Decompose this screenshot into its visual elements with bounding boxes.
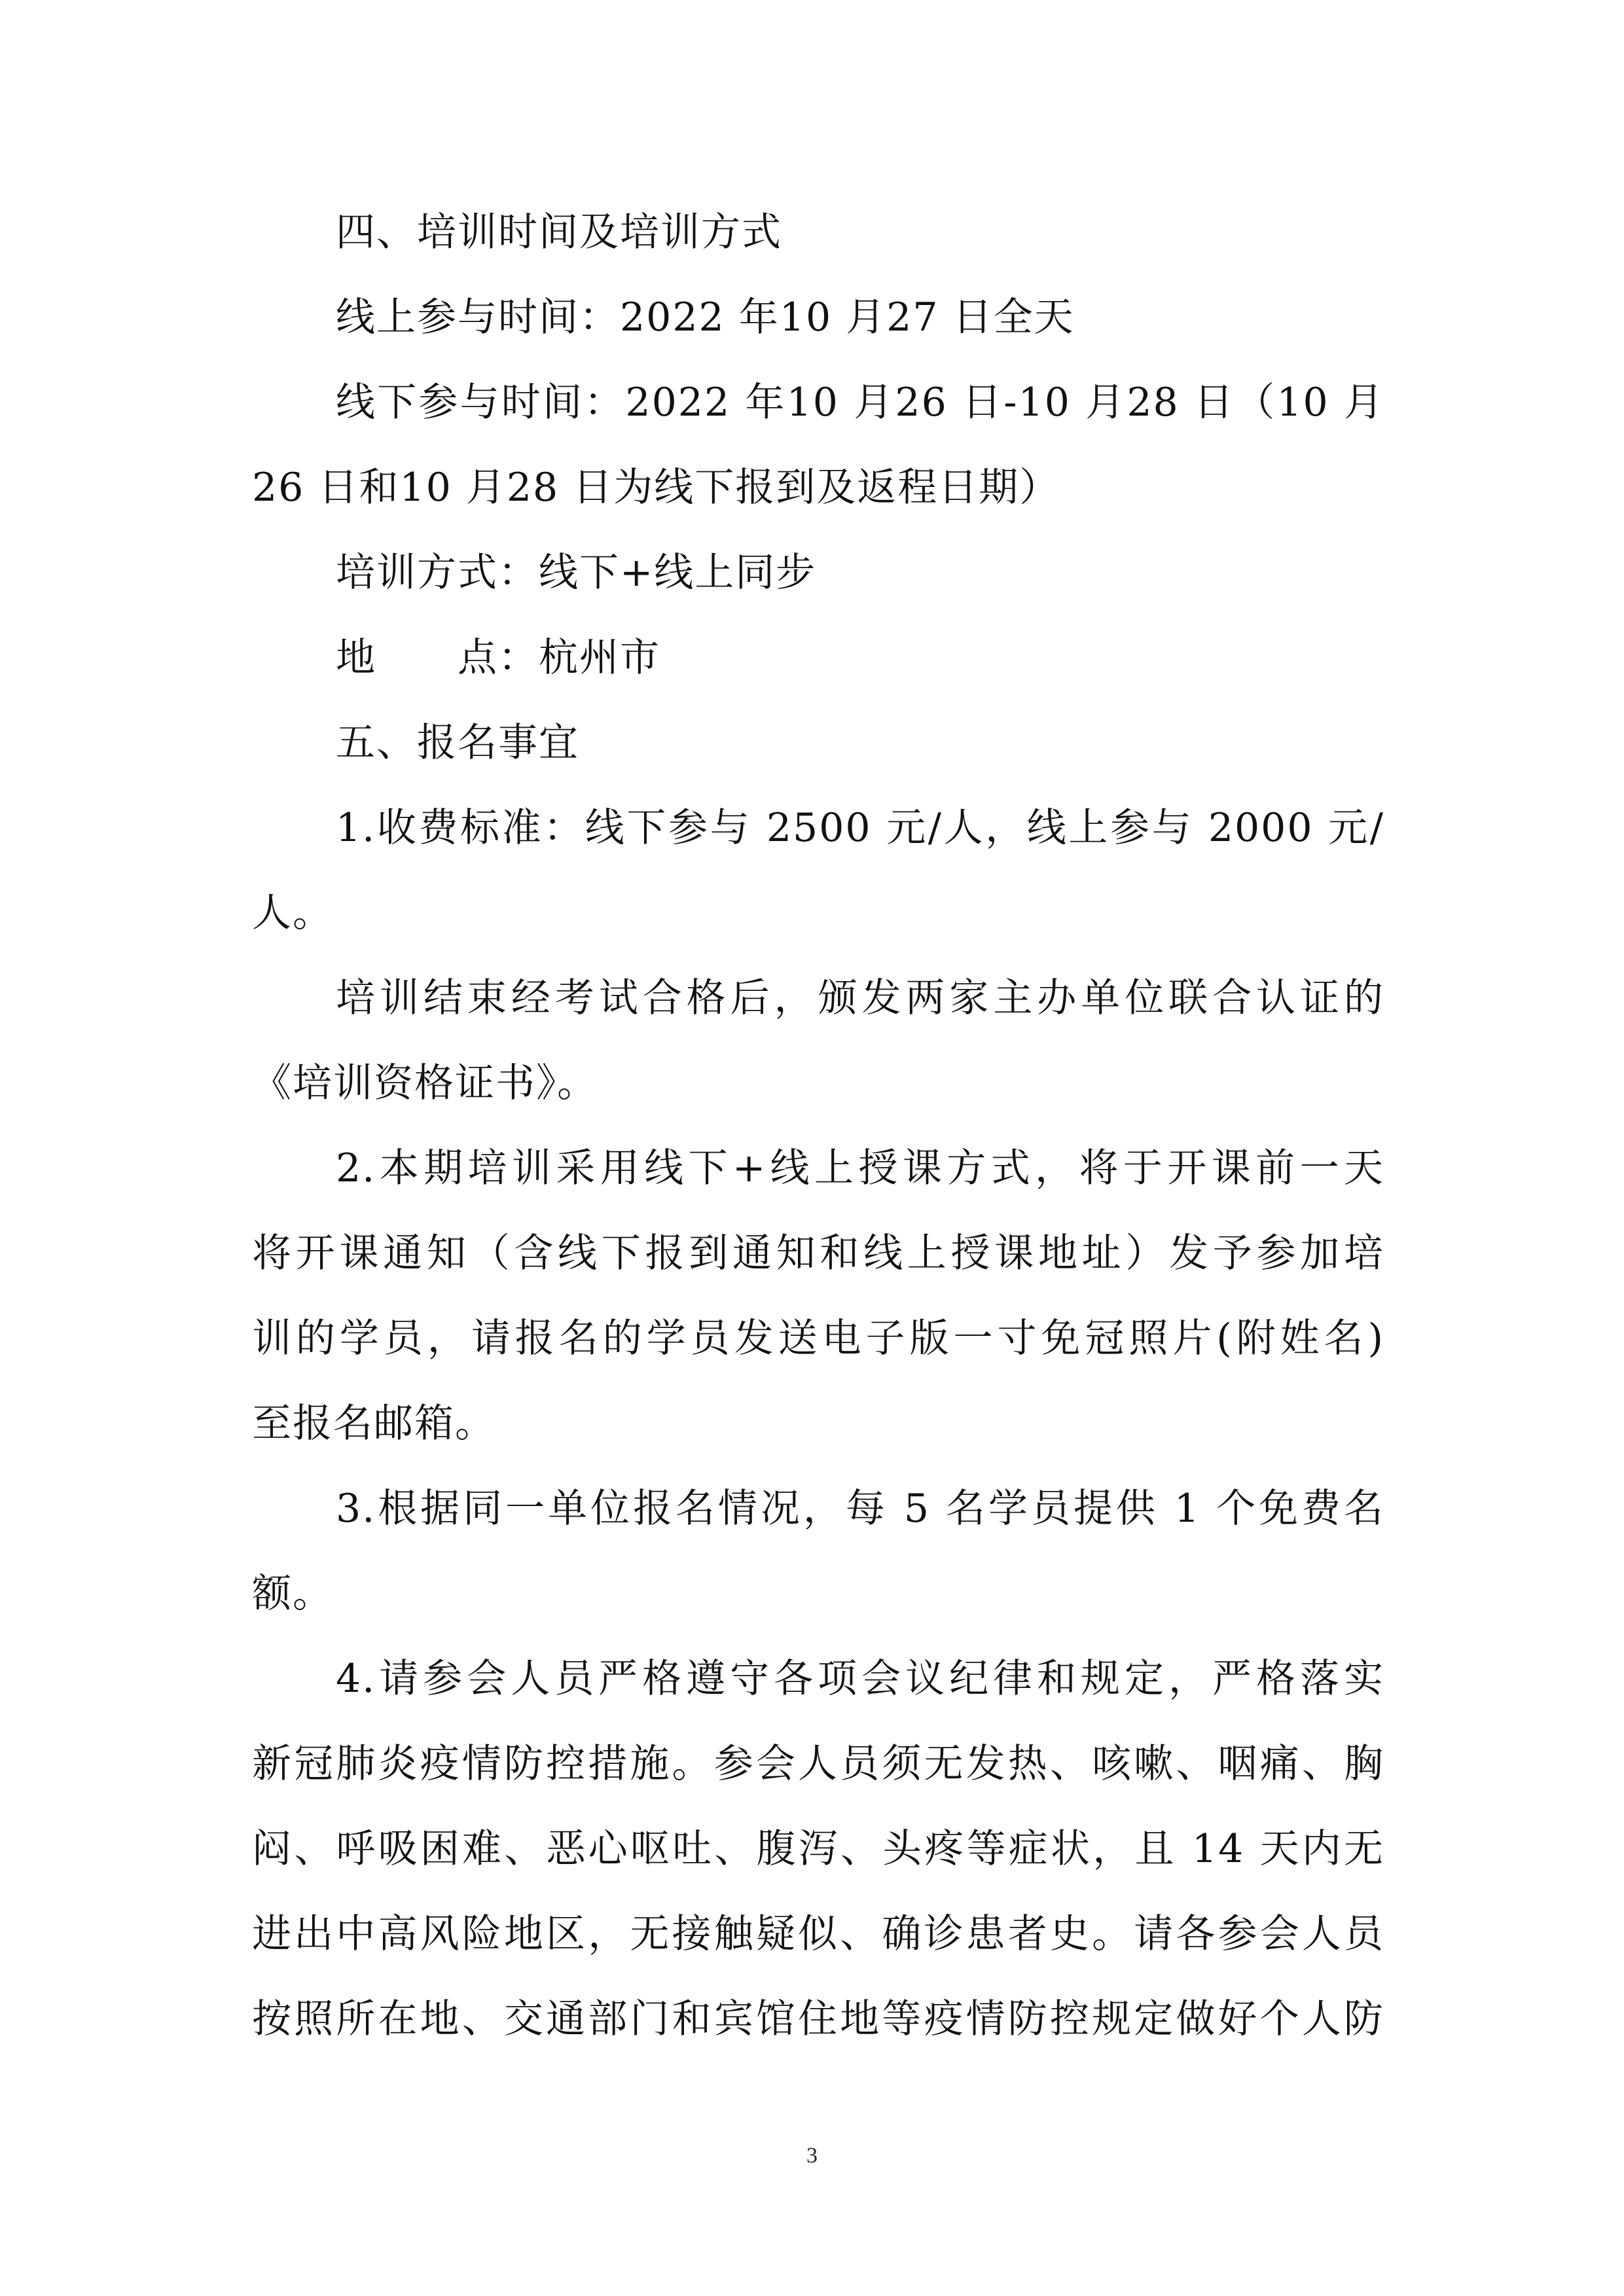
text-line: 线上参与时间：2022 年10 月27 日全天 bbox=[336, 295, 1075, 340]
text-line: 闷、呼吸困难、恶心呕吐、腹泻、头疼等症状，且 14 天内无 bbox=[252, 1826, 1384, 1872]
text-line: 训的学员，请报名的学员发送电子版一寸免冠照片(附姓名) bbox=[252, 1316, 1384, 1361]
page-number: 3 bbox=[806, 2144, 818, 2168]
text-line: 培训方式：线下+线上同步 bbox=[336, 550, 817, 596]
text-line: 4.请参会人员严格遵守各项会议纪律和规定，严格落实 bbox=[336, 1656, 1384, 1702]
document-body bbox=[252, 190, 1384, 2062]
text-line: 培训结束经考试合格后，颁发两家主办单位联合认证的 bbox=[336, 975, 1384, 1021]
text-line: 按照所在地、交通部门和宾馆住地等疫情防控规定做好个人防 bbox=[252, 1996, 1384, 2042]
text-line: 人。 bbox=[252, 890, 333, 936]
text-line: 额。 bbox=[252, 1571, 333, 1617]
text-line: 线下参与时间：2022 年10 月26 日-10 月28 日（10 月 bbox=[336, 380, 1384, 425]
text-line: 26 日和10 月28 日为线下报到及返程日期） bbox=[252, 465, 1060, 511]
text-line: 1.收费标准：线下参与 2500 元/人，线上参与 2000 元/ bbox=[336, 805, 1384, 851]
text-line: 《培训资格证书》。 bbox=[252, 1060, 598, 1106]
text-line: 四、培训时间及培训方式 bbox=[336, 209, 782, 255]
text-line: 五、报名事宜 bbox=[336, 720, 579, 766]
text-line: 3.根据同一单位报名情况，每 5 名学员提供 1 个免费名 bbox=[336, 1486, 1384, 1532]
text-line: 进出中高风险地区，无接触疑似、确诊患者史。请各参会人员 bbox=[252, 1911, 1384, 1957]
text-line: 至报名邮箱。 bbox=[252, 1401, 496, 1446]
text-line: 地 点：杭州市 bbox=[336, 635, 660, 681]
text-line: 2.本期培训采用线下+线上授课方式，将于开课前一天 bbox=[336, 1145, 1384, 1191]
text-line: 将开课通知（含线下报到通知和线上授课地址）发予参加培 bbox=[252, 1230, 1384, 1276]
text-line: 新冠肺炎疫情防控措施。参会人员须无发热、咳嗽、咽痛、胸 bbox=[252, 1741, 1384, 1787]
